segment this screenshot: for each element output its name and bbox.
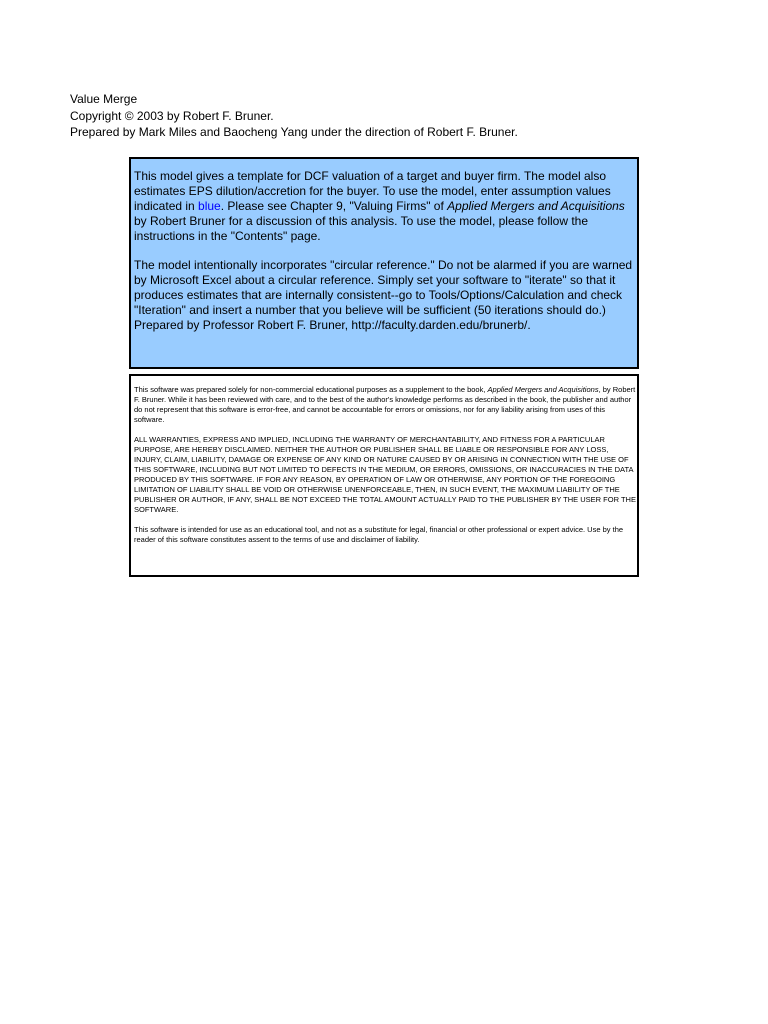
book-title: Applied Mergers and Acquisitions	[447, 199, 625, 213]
document-title: Value Merge	[70, 92, 138, 106]
model-description-box	[129, 157, 639, 369]
disclaimer-box	[129, 374, 639, 577]
description-text-part: This model gives a template for DCF valuation of a target and buyer firm. The model also estimates EPS dilution/accretion for the buyer. To use the model, enter assumption values indicated in	[134, 169, 611, 213]
description-text-part: . Please see Chapter 9, "Valuing Firms" of	[220, 199, 448, 213]
usage-terms-paragraph: This software is intended for use as an educational tool, and not as a substitute for legal, financial or other professional or expert advice. Use by the reader of this software constitutes assent to the terms of use and disclaimer of liability.	[134, 525, 624, 544]
copyright-line: Copyright © 2003 by Robert F. Bruner.	[70, 108, 274, 123]
document-header	[70, 91, 518, 141]
circular-reference-paragraph: The model intentionally incorporates "circular reference." Do not be alarmed if you are warned by Microsoft Excel about a circular reference. Simply set your software to "iterate" so that it produces estimates that are internally consistent--go to Tools/Options/Calculation and check "Iteration" and insert a number that you believe will be sufficient (50 iterations should do.) Prepared by Professor Robert F. Bruner, http://faculty.darden.edu/brunerb/.	[134, 258, 633, 332]
description-text-part: by Robert Bruner for a discussion of this analysis. To use the model, please follow the instructions in the "Contents" page.	[134, 214, 589, 243]
book-title: Applied Mergers and Acquisitions	[487, 385, 599, 394]
disclaimer-purpose-paragraph	[134, 385, 637, 425]
prepared-by-line: Prepared by Mark Miles and Baocheng Yang under the direction of Robert F. Bruner.	[70, 125, 518, 139]
disclaimer-text-part: , by Robert F. Bruner. While it has been reviewed with care, and to the best of the author's knowledge performs as described in the book, the publisher and author do not represent that this software is error-free, and cannot be accountable for errors or omissions, nor for any liability arising from uses of this software.	[134, 385, 636, 424]
model-description-paragraph	[134, 169, 637, 244]
warranty-disclaimer-paragraph: ALL WARRANTIES, EXPRESS AND IMPLIED, INCLUDING THE WARRANTY OF MERCHANTABILITY, AND FITNESS FOR A PARTICULAR PURPOSE, ARE HEREBY DISCLAIMED. NEITHER THE AUTHOR OR PUBLISHER SHALL BE LIABLE OR RESPONSIBLE FOR ANY LOSS, INJURY, CLAIM, LIABILITY, DAMAGE OR EXPENSE OF ANY KIND OR NATURE CAUSED BY OR ARISING IN CONNECTION WITH THE USE OF THIS SOFTWARE, INCLUDING BUT NOT LIMITED TO DEFECTS IN THE MEDIUM, OR ERRORS, OMISSIONS, OR INACCURACIES IN THE DATA PRODUCED BY THIS SOFTWARE. IF FOR ANY REASON, BY OPERATION OF LAW OR OTHERWISE, ANY PORTION OF THE FOREGOING LIMITATION OF LIABILITY SHALL BE VOID OR OTHERWISE UNENFORCEABLE, THEN, IN SUCH EVENT, THE MAXIMUM LIABILITY OF THE PUBLISHER OR AUTHOR, IF ANY, SHALL BE NOT EXCEED THE TOTAL AMOUNT ACTUALLY PAID TO THE PUBLISHER BY THE USER FOR THE SOFTWARE.	[134, 435, 636, 514]
blue-highlight-word: blue	[198, 199, 221, 213]
disclaimer-text-part: This software was prepared solely for non-commercial educational purposes as a supplement to the book,	[134, 385, 488, 394]
